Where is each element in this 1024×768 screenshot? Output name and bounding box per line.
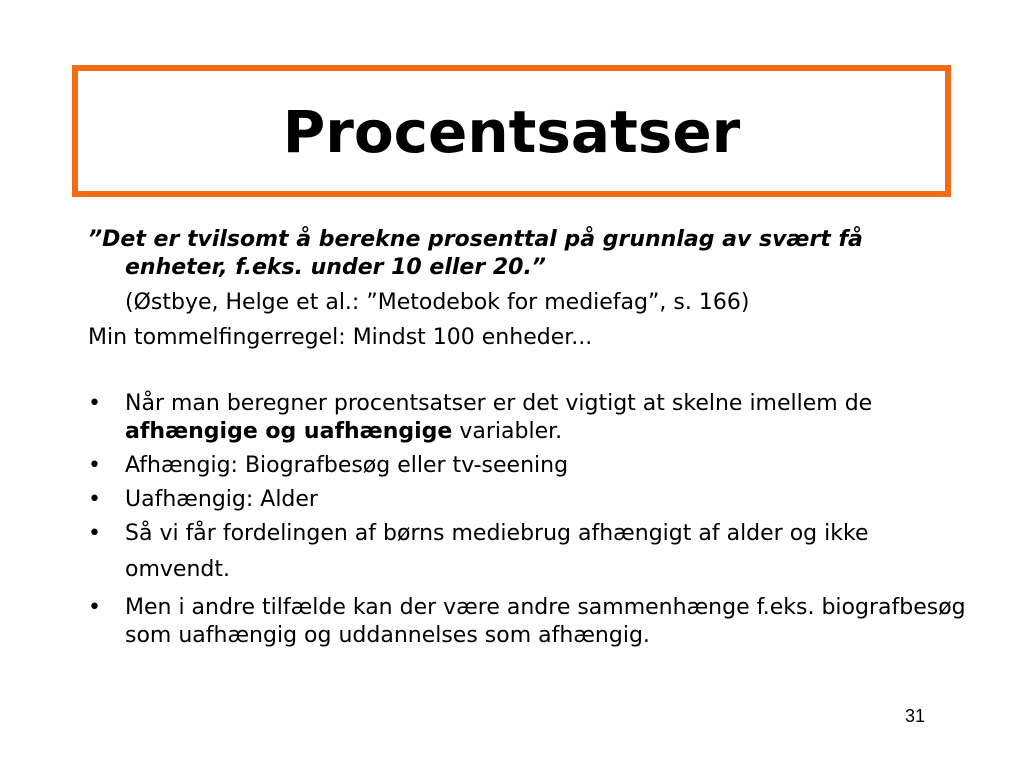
bullet-icon: •	[88, 521, 101, 546]
bullet-item	[88, 452, 968, 480]
bullet-text: Afhængig: Biografbesøg eller tv-seening	[125, 453, 569, 478]
bullet-icon: •	[88, 487, 101, 512]
bullet-icon: •	[88, 595, 101, 620]
quote-source: (Østbye, Helge et al.: ”Metodebok for mediefag”, s. 166)	[125, 290, 750, 315]
bullet-text-end: variabler.	[452, 419, 563, 444]
bullet-text: Så vi får fordelingen af børns mediebrug afhængigt af alder og ikke omvendt.	[125, 521, 869, 582]
rule-of-thumb: Min tommelfingerregel: Mindst 100 enheder...	[88, 325, 593, 350]
bullet-item	[88, 516, 968, 588]
bullet-text: Uafhængig: Alder	[125, 487, 318, 512]
bullet-list	[88, 390, 968, 650]
slide-body	[88, 226, 968, 656]
bullet-bold-text: afhængige og uafhængige	[125, 419, 453, 444]
bullet-text: Men i andre tilfælde kan der være andre sammenhænge f.eks. biografbesøg som uafhængig og uddannelses som afhængig.	[125, 595, 966, 648]
bullet-icon: •	[88, 391, 101, 416]
title-frame	[72, 65, 951, 197]
bullet-item	[88, 486, 968, 514]
bullet-icon: •	[88, 453, 101, 478]
quote-text: ”Det er tvilsomt å berekne prosenttal på grunnlag av svært få enheter, f.eks. under 10 eller 20.”	[88, 227, 863, 280]
slide-title: Procentsatser	[282, 98, 741, 166]
page-number: 31	[905, 706, 926, 726]
bullet-item	[88, 594, 968, 650]
bullet-item	[88, 390, 968, 446]
bullet-text: Når man beregner procentsatser er det vigtigt at skelne imellem de	[125, 391, 873, 416]
